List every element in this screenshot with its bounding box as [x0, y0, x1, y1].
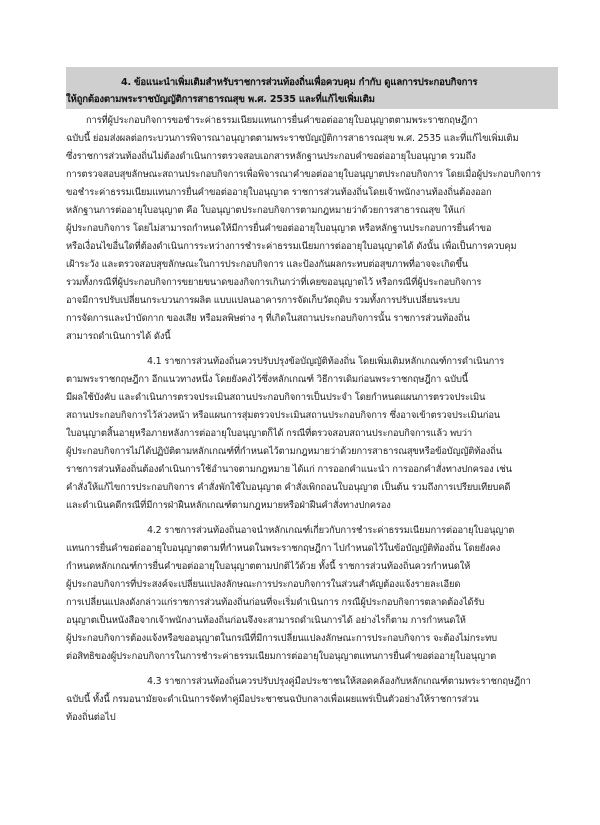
text-line: ฉบับนี้ ย่อมส่งผลต่อกระบวนการพิจารณาอนุญาตตามพระราชบัญญัติการสาธารณสุข พ.ศ. 2535 และที่แก้ไขเพิ่มเติม	[66, 133, 519, 144]
text-line: ตามพระราชกฤษฎีกา อีกแนวทางหนึ่ง โดยยังคงไว้ซึ่งหลักเกณฑ์ วิธีการเดิมก่อนพระราชกฤษฎีกา ฉบับนี้	[66, 374, 469, 385]
section-heading-line-2: ให้ถูกต้องตามพระราชบัญญัติการสาธารณสุข พ.ศ. 2535 และที่แก้ไขเพิ่มเติม	[66, 94, 375, 105]
text-line: และดำเนินคดีกรณีที่มีการฝ่าฝืนหลักเกณฑ์ตามกฎหมายหรือฝ่าฝืนคำสั่งทางปกครอง	[66, 500, 391, 511]
text-line: แทนการยื่นคำขอต่ออายุใบอนุญาตตามที่กำหนดในพระราชกฤษฎีกา ไปกำหนดไว้ในข้อบัญญัติท้องถิ่น โดยยังคง	[66, 543, 501, 554]
text-line: รวมทั้งกรณีที่ผู้ประกอบกิจการขยายขนาดของกิจการเกินกว่าที่เคยขออนุญาตไว้ หรือกรณีที่ผู้ประกอบกิจการ	[66, 277, 482, 288]
text-line: กำหนดหลักเกณฑ์การยื่นคำขอต่ออายุใบอนุญาตตามปกติไว้ด้วย ทั้งนี้ ราชการส่วนท้องถิ่นควรกำหนดให้	[66, 561, 471, 572]
text-line: ใบอนุญาตสิ้นอายุหรือภายหลังการต่ออายุใบอนุญาตก็ได้ กรณีที่ตรวจสอบสถานประกอบกิจการแล้ว พบว่า	[66, 428, 473, 439]
section-heading-line-1: 4. ข้อแนะนำเพิ่มเติมสำหรับราชการส่วนท้องถิ่นเพื่อควบคุม กำกับ ดูแลการประกอบกิจการ	[121, 77, 478, 88]
text-line: ผู้ประกอบกิจการที่ประสงค์จะเปลี่ยนแปลงลักษณะการประกอบกิจการในส่วนสำคัญต้องแจ้งรายละเอียด	[66, 579, 461, 590]
text-line: ผู้ประกอบกิจการ โดยไม่สามารถกำหนดให้มีการยื่นคำขอต่ออายุใบอนุญาต หรือหลักฐานประกอบการยื่นคำขอ	[66, 223, 492, 234]
text-line: คำสั่งให้แก้ไขการประกอบกิจการ คำสั่งพักใช้ใบอนุญาต คำสั่งเพิกถอนใบอนุญาต เป็นต้น รวมถึงการเปรียบเทียบคดี	[66, 482, 511, 493]
text-line: ราชการส่วนท้องถิ่นต้องดำเนินการใช้อำนาจตามกฎหมาย ได้แก่ การออกคำแนะนำ การออกคำสั่งทางปกครอง เช่น	[66, 464, 512, 475]
text-line: ขอชำระค่าธรรมเนียมแทนการยื่นคำขอต่ออายุใบอนุญาต ราชการส่วนท้องถิ่นโดยเจ้าพนักงานท้องถิ่นต้องออก	[66, 187, 492, 198]
text-line: 4.2 ราชการส่วนท้องถิ่นอาจนำหลักเกณฑ์เกี่ยวกับการชำระค่าธรรมเนียมการต่ออายุใบอนุญาต	[147, 525, 515, 536]
text-line: หลักฐานการต่ออายุใบอนุญาต คือ ใบอนุญาตประกอบกิจการตามกฎหมายว่าด้วยการสาธารณสุข ให้แก่	[66, 205, 465, 216]
text-line: สามารถดำเนินการได้ ดังนี้	[66, 331, 171, 342]
text-line: ซึ่งราชการส่วนท้องถิ่นไม่ต้องดำเนินการตรวจสอบเอกสารหลักฐานประกอบคำขอต่ออายุใบอนุญาต รวมถึง	[66, 151, 476, 162]
text-line: การเปลี่ยนแปลงดังกล่าวแก่ราชการส่วนท้องถิ่นก่อนที่จะเริ่มดำเนินการ กรณีผู้ประกอบกิจการตลาดต้องได้รับ	[66, 597, 485, 608]
text-line: การจัดการและบำบัดกาก ของเสีย หรือมลพิษต่าง ๆ ที่เกิดในสถานประกอบกิจการนั้น ราชการส่วนท้องถิ่น	[66, 313, 470, 324]
text-line: ท้องถิ่นต่อไป	[66, 712, 116, 723]
text-line: หรือเงื่อนไขอื่นใดที่ต้องดำเนินการระหว่างการชำระค่าธรรมเนียมการต่ออายุใบอนุญาตได้ ดังนั้น เพื่อเป็นการควบคุม	[66, 241, 517, 252]
text-line: การที่ผู้ประกอบกิจการขอชำระค่าธรรมเนียมแทนการยื่นคำขอต่ออายุใบอนุญาตตามพระราชกฤษฎีกา	[86, 115, 478, 126]
text-line: การตรวจสอบสุขลักษณะสถานประกอบกิจการเพื่อพิจารณาคำขอต่ออายุใบอนุญาตประกอบกิจการ โดยเมื่อผู้ประกอบกิจการ	[66, 169, 541, 180]
text-line: อนุญาตเป็นหนังสือจากเจ้าพนักงานท้องถิ่นก่อนจึงจะสามารถดำเนินการได้ อย่างไรก็ตาม การกำหนดให้	[66, 615, 466, 626]
text-line: ผู้ประกอบกิจการต้องแจ้งหรือขออนุญาตในกรณีที่มีการเปลี่ยนแปลงลักษณะการประกอบกิจการ จะต้องไม่กระทบ	[66, 633, 497, 644]
text-line: ต่อสิทธิของผู้ประกอบกิจการในการชำระค่าธรรมเนียมการต่ออายุใบอนุญาตแทนการยื่นคำขอต่ออายุใบอนุญาต	[66, 651, 497, 662]
text-line: ฉบับนี้ ทั้งนี้ กรมอนามัยจะดำเนินการจัดทำคู่มือประชาชนฉบับกลางเพื่อเผยแพร่เป็นตัวอย่างให้ราชการส่วน	[66, 694, 479, 705]
text-line: 4.1 ราชการส่วนท้องถิ่นควรปรับปรุงข้อบัญญัติท้องถิ่น โดยเพิ่มเติมหลักเกณฑ์การดำเนินการ	[147, 356, 505, 367]
text-line: 4.3 ราชการส่วนท้องถิ่นควรปรับปรุงคู่มือประชาชนให้สอดคล้องกับหลักเกณฑ์ตามพระราชกฤษฎีกา	[147, 676, 531, 687]
text-line: ผู้ประกอบกิจการไม่ได้ปฏิบัติตามหลักเกณฑ์ที่กำหนดไว้ตามกฎหมายว่าด้วยการสาธารณสุขหรือข้อบัญญัติท้องถิ่น	[66, 446, 502, 457]
text-line: สถานประกอบกิจการไว้ล่วงหน้า หรือแผนการสุ่มตรวจประเมินสถานประกอบกิจการ ซึ่งอาจเข้าตรวจประเมินก่อน	[66, 410, 501, 421]
text-line: อาจมีการปรับเปลี่ยนกระบวนการผลิต แบบแปลนอาคารการจัดเก็บวัตถุดิบ รวมทั้งการปรับเปลี่ยนระบบ	[66, 295, 460, 306]
text-line: เฝ้าระวัง และตรวจสอบสุขลักษณะในการประกอบกิจการ และป้องกันผลกระทบต่อสุขภาพที่อาจจะเกิดขึ้น	[66, 259, 468, 270]
text-line: มีผลใช้บังคับ และดำเนินการตรวจประเมินสถานประกอบกิจการเป็นประจำ โดยกำหนดแผนการตรวจประเมิน	[66, 392, 486, 403]
section-heading-box	[66, 67, 558, 109]
